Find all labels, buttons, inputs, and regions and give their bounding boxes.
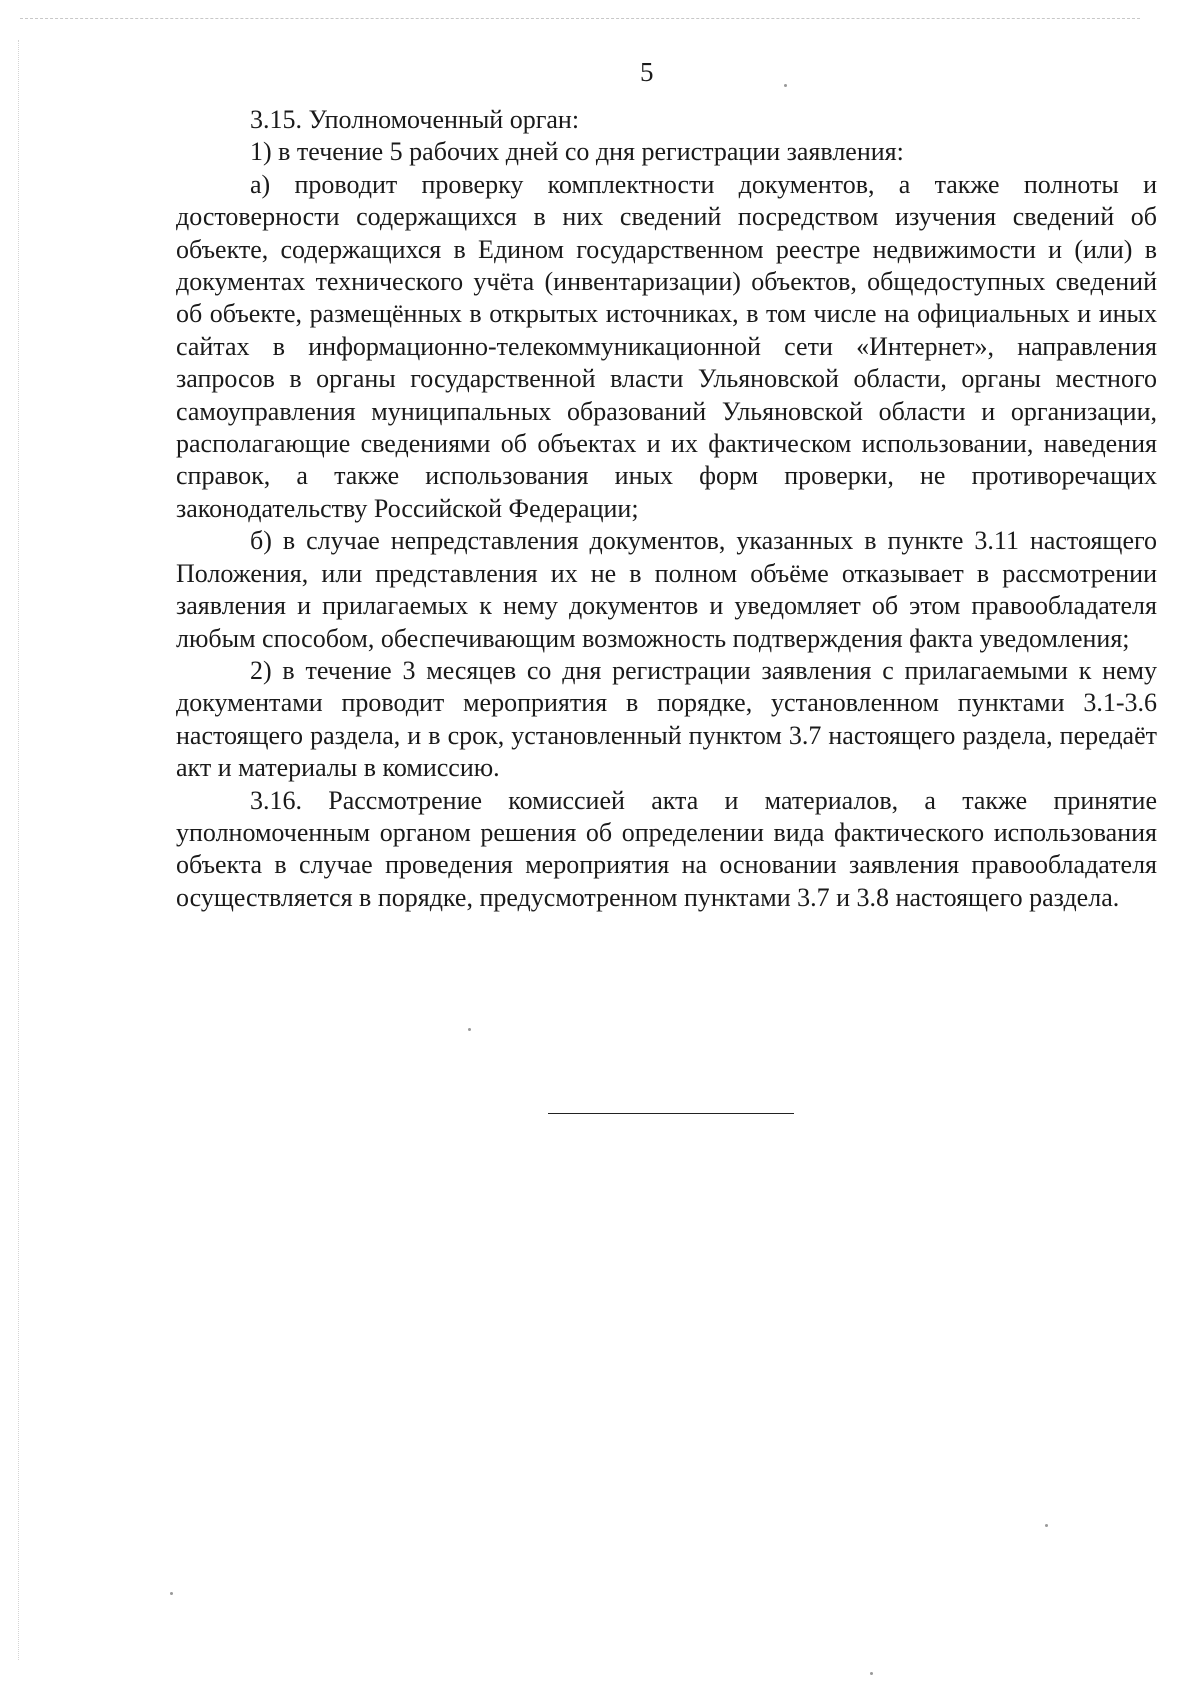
- paragraph-item-1a: а) проводит проверку комплектности документов, а также полноты и достоверности содержащихся в них сведений посредством изучения сведений об объекте, содержащихся в Едином государственном реестре недвижимости и (или) в документах технического учёта (инвентаризации) объектов, общедоступных сведений об объекте, размещённых в открытых источниках, в том числе на официальных и иных сайтах в информационно-телекоммуникационной сети «Интернет», направления запросов в органы государственной власти Ульяновской области, органы местного самоуправления муниципальных образований Ульяновской области и организации, располагающие сведениями об объектах и их фактическом использовании, наведения справок, а также использования иных форм проверки, не противоречащих законодательству Российской Федерации;: [176, 169, 1157, 523]
- end-of-document-rule: [548, 1113, 794, 1114]
- scan-speck: [468, 1028, 471, 1031]
- scan-edge-top: [20, 18, 1140, 19]
- document-body: [176, 104, 1157, 914]
- scan-speck: [170, 1592, 173, 1595]
- scan-speck: [1045, 1524, 1048, 1527]
- paragraph-item-2: 2) в течение 3 месяцев со дня регистрации заявления с прилагаемыми к нему документами проводит мероприятия в порядке, установленном пунктами 3.1-3.6 настоящего раздела, и в срок, установленный пунктом 3.7 настоящего раздела, передаёт акт и материалы в комиссию.: [176, 655, 1157, 783]
- scan-speck: [784, 84, 787, 87]
- paragraph-3-15: 3.15. Уполномоченный орган:: [250, 105, 580, 134]
- paragraph-item-1: 1) в течение 5 рабочих дней со дня регистрации заявления:: [250, 137, 904, 167]
- page-number: 5: [640, 57, 654, 87]
- scan-speck: [870, 1672, 873, 1675]
- paragraph-item-1b: б) в случае непредставления документов, указанных в пункте 3.11 настоящего Положения, или представления их не в полном объёме отказывает в рассмотрении заявления и прилагаемых к нему документов и уведомляет об этом правообладателя любым способом, обеспечивающим возможность подтверждения факта уведомления;: [176, 526, 1157, 653]
- paragraph-3-16: 3.16. Рассмотрение комиссией акта и материалов, а также принятие уполномоченным органом решения об определении вида фактического использования объекта в случае проведения мероприятия на основании заявления правообладателя осуществляется в порядке, предусмотренном пунктами 3.7 и 3.8 настоящего раздела.: [176, 785, 1157, 912]
- scan-edge-left: [18, 40, 19, 1660]
